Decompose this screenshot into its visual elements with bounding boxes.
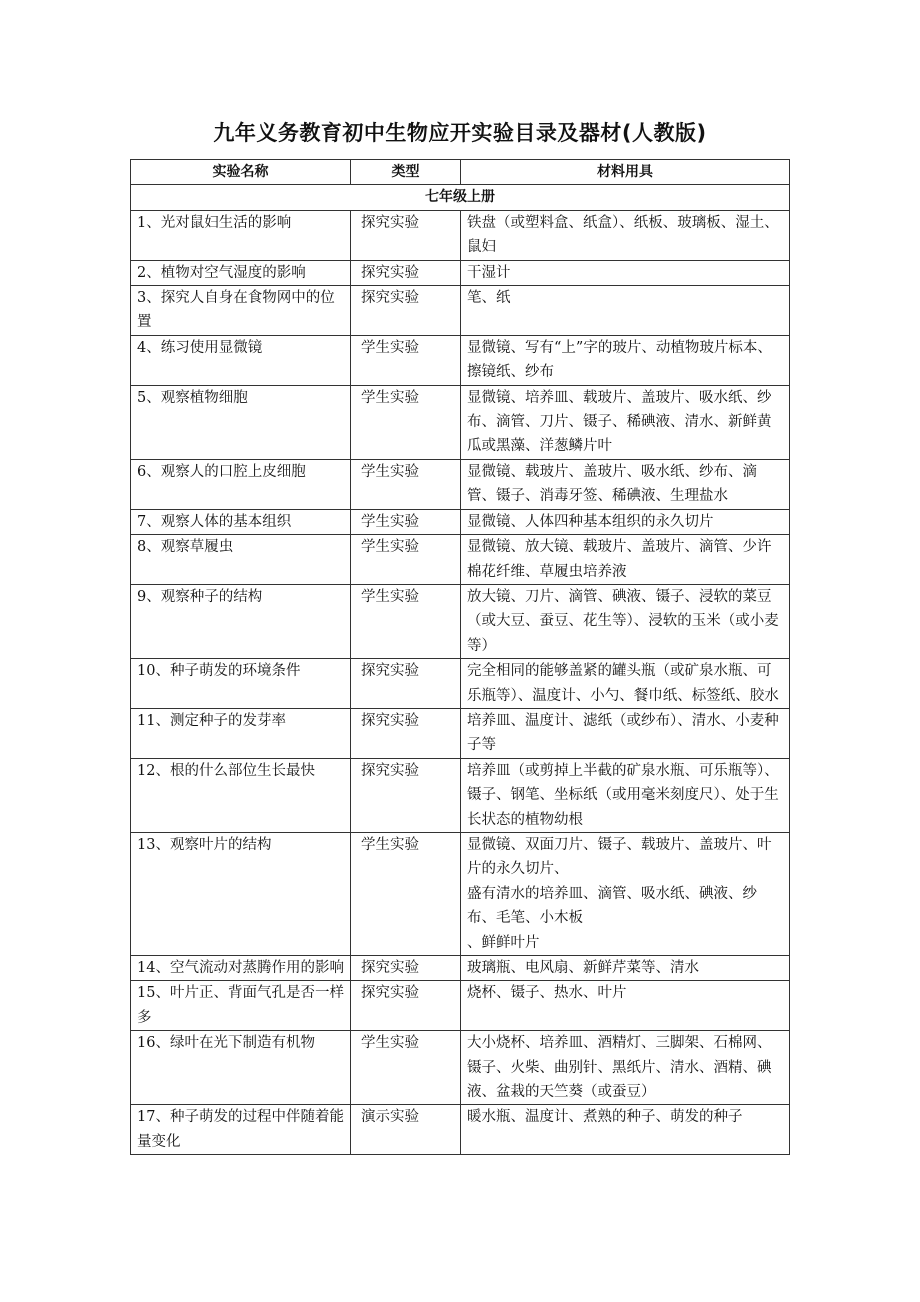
materials-line: 放大镜、刀片、滴管、碘液、镊子、浸软的菜豆（或大豆、蚕豆、花生等）、浸软的玉米（或小麦等） <box>467 588 779 654</box>
table-row <box>131 956 790 981</box>
materials-line: 显微镜、人体四种基本组织的永久切片 <box>467 513 714 530</box>
materials-line: 大小烧杯、培养皿、酒精灯、三脚架、石棉网、镊子、火柴、曲别针、黑纸片、清水、酒精、碘液、盆栽的天竺葵（或蚕豆） <box>467 1035 772 1101</box>
experiment-materials <box>461 509 790 534</box>
experiment-name: 4、练习使用显微镜 <box>131 335 351 385</box>
materials-line: 笔、纸 <box>467 290 511 307</box>
experiment-materials <box>461 758 790 832</box>
materials-line: 盛有清水的培养皿、滴管、吸水纸、碘液、纱布、毛笔、小木板 <box>467 885 757 927</box>
experiment-type: 学生实验 <box>351 509 461 534</box>
experiment-materials <box>461 286 790 336</box>
experiment-materials <box>461 1105 790 1155</box>
experiment-name: 13、观察叶片的结构 <box>131 832 351 955</box>
materials-line: 玻璃瓶、电风扇、新鲜芹菜等、清水 <box>467 960 699 976</box>
experiment-type: 探究实验 <box>351 659 461 709</box>
experiment-name: 3、探究人自身在食物网中的位置 <box>131 286 351 336</box>
experiment-name: 11、测定种子的发芽率 <box>131 708 351 758</box>
experiment-materials <box>461 981 790 1031</box>
experiment-name: 8、观察草履虫 <box>131 535 351 585</box>
materials-line: 显微镜、载玻片、盖玻片、吸水纸、纱布、滴管、镊子、消毒牙签、稀碘液、生理盐水 <box>467 463 757 505</box>
experiment-name: 12、根的什么部位生长最快 <box>131 758 351 832</box>
header-type: 类型 <box>351 160 461 185</box>
materials-line: 显微镜、放大镜、载玻片、盖玻片、滴管、少许棉花纤维、草履虫培养液 <box>467 539 772 580</box>
section-label: 七年级上册 <box>131 185 790 210</box>
experiment-type: 学生实验 <box>351 385 461 459</box>
table-row <box>131 1031 790 1105</box>
experiment-type: 学生实验 <box>351 1031 461 1105</box>
experiment-type: 探究实验 <box>351 708 461 758</box>
table-row <box>131 584 790 658</box>
table-row <box>131 535 790 585</box>
materials-line: 显微镜、写有“上”字的玻片、动植物玻片标本、擦镜纸、纱布 <box>467 339 772 381</box>
materials-line: 暖水瓶、温度计、煮熟的种子、萌发的种子 <box>467 1109 743 1126</box>
materials-line: 干湿计 <box>467 264 511 281</box>
experiment-name: 5、观察植物细胞 <box>131 385 351 459</box>
experiment-materials <box>461 832 790 955</box>
experiment-name: 10、种子萌发的环境条件 <box>131 659 351 709</box>
table-row <box>131 286 790 336</box>
experiment-name: 14、空气流动对蒸腾作用的影响 <box>131 956 351 981</box>
table-row <box>131 981 790 1031</box>
experiment-type: 学生实验 <box>351 832 461 955</box>
table-row <box>131 659 790 709</box>
experiment-type: 探究实验 <box>351 981 461 1031</box>
materials-line: 显微镜、培养皿、载玻片、盖玻片、吸水纸、纱布、滴管、刀片、镊子、稀碘液、清水、新鲜黄瓜或黑藻、洋葱鳞片叶 <box>467 389 772 455</box>
table-row <box>131 459 790 509</box>
materials-line: 培养皿、温度计、滤纸（或纱布）、清水、小麦种子等 <box>467 712 779 754</box>
table-row <box>131 335 790 385</box>
table-row <box>131 260 790 285</box>
table-row <box>131 385 790 459</box>
page-title: 九年义务教育初中生物应开实验目录及器材(人教版) <box>213 121 707 145</box>
header-name: 实验名称 <box>131 160 351 185</box>
section-row <box>131 185 790 210</box>
materials-line: 培养皿（或剪掉上半截的矿泉水瓶、可乐瓶等）、镊子、钢笔、坐标纸（或用毫米刻度尺）、处于生长状态的植物幼根 <box>467 762 779 828</box>
experiment-type: 探究实验 <box>351 260 461 285</box>
experiment-type: 演示实验 <box>351 1105 461 1155</box>
experiment-type: 学生实验 <box>351 335 461 385</box>
experiment-name: 15、叶片正、背面气孔是否一样多 <box>131 981 351 1031</box>
experiment-name: 17、种子萌发的过程中伴随着能量变化 <box>131 1105 351 1155</box>
experiment-type: 探究实验 <box>351 286 461 336</box>
table-row <box>131 708 790 758</box>
materials-line: 烧杯、镊子、热水、叶片 <box>467 985 627 1002</box>
experiment-type: 探究实验 <box>351 210 461 260</box>
table-row <box>131 509 790 534</box>
experiment-type: 探究实验 <box>351 956 461 981</box>
experiment-table <box>130 159 790 1155</box>
experiment-type: 学生实验 <box>351 535 461 585</box>
experiment-materials <box>461 956 790 981</box>
experiment-materials <box>461 260 790 285</box>
experiment-materials <box>461 210 790 260</box>
experiment-name: 6、观察人的口腔上皮细胞 <box>131 459 351 509</box>
experiment-materials <box>461 584 790 658</box>
experiment-name: 9、观察种子的结构 <box>131 584 351 658</box>
materials-line: 铁盘（或塑料盒、纸盒）、纸板、玻璃板、湿土、鼠妇 <box>467 214 779 256</box>
table-row <box>131 758 790 832</box>
materials-line: 完全相同的能够盖紧的罐头瓶（或矿泉水瓶、可乐瓶等）、温度计、小勺、餐巾纸、标签纸、胶水 <box>467 663 779 704</box>
materials-line: 显微镜、双面刀片、镊子、载玻片、盖玻片、叶片的永久切片、 <box>467 836 772 878</box>
experiment-name: 16、绿叶在光下制造有机物 <box>131 1031 351 1105</box>
table-row <box>131 1105 790 1155</box>
experiment-materials <box>461 385 790 459</box>
experiment-type: 探究实验 <box>351 758 461 832</box>
experiment-materials <box>461 1031 790 1105</box>
experiment-materials <box>461 459 790 509</box>
experiment-materials <box>461 708 790 758</box>
experiment-materials <box>461 335 790 385</box>
materials-line: 、鲜鲜叶片 <box>467 934 540 951</box>
experiment-name: 2、植物对空气湿度的影响 <box>131 260 351 285</box>
experiment-materials <box>461 535 790 585</box>
table-row <box>131 832 790 955</box>
header-materials: 材料用具 <box>461 160 790 185</box>
experiment-name: 7、观察人体的基本组织 <box>131 509 351 534</box>
experiment-name: 1、光对鼠妇生活的影响 <box>131 210 351 260</box>
experiment-type: 学生实验 <box>351 584 461 658</box>
header-row <box>131 160 790 185</box>
table-row <box>131 210 790 260</box>
experiment-type: 学生实验 <box>351 459 461 509</box>
experiment-materials <box>461 659 790 709</box>
